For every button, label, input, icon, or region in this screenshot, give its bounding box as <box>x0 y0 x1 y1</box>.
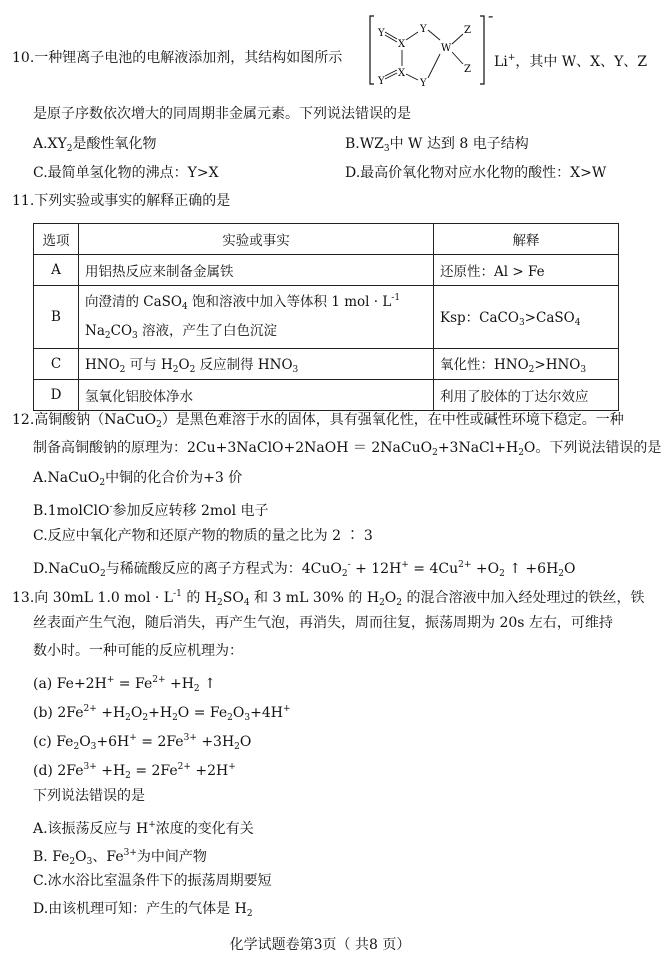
row-c-option: C <box>34 349 79 380</box>
atom-y2: Y <box>420 24 427 35</box>
q12-option-c: C.反应中氧化产物和还原产物的物质的量之比为 2 ∶ 3 <box>33 528 373 544</box>
q10-option-c: C.最简单氢化物的沸点：Y>X <box>33 165 219 181</box>
q10-option-a: $A.XY_2$是酸性氧化物 <box>33 136 157 154</box>
row-a-fact: 用铝热反应来制备金属铁 <box>79 255 434 286</box>
atom-y1: Y <box>378 28 385 39</box>
page-footer: 化学试题卷第3页（ 共8 页） <box>229 937 411 953</box>
q10-option-d: D.最高价氧化物对应水化物的酸性：X>W <box>345 165 607 181</box>
atom-y3: Y <box>378 76 385 87</box>
q10-structure-diagram <box>368 14 486 89</box>
q10-stem-line2: 是原子序数依次增大的同周期非金属元素。下列说法错误的是 <box>33 106 411 122</box>
row-c-fact: $HNO_2$ 可与 $H_2O_2$ 反应制得 $HNO_3$ <box>79 349 434 380</box>
q13-option-d: D.由该机理可知：产生的气体是 $H_2$ <box>33 901 253 919</box>
atom-x2: X <box>398 68 406 79</box>
q13-option-b: B. $Fe_2O_3$、$Fe^{3+}$为中间产物 <box>33 848 207 867</box>
table-row <box>34 255 619 286</box>
q12-option-d: D.NaCuO$_2$与稀硫酸反应的离子方程式为：$4CuO_2^- + 12H^+ = 4Cu^{2+} +O_2$ ↑ $+6H_2O$ <box>33 560 576 579</box>
row-d-explanation: 利用了胶体的丁达尔效应 <box>434 380 619 411</box>
row-b-explanation: Ksp：CaCO$_3$>CaSO$_4$ <box>434 286 619 349</box>
header-option: 选项 <box>34 224 79 255</box>
q13-reaction-d: (d) $2Fe^{3+} +H_2 = 2Fe^{2+} +2H^+$ <box>33 762 236 781</box>
q11-stem: 11.下列实验或事实的解释正确的是 <box>12 193 231 209</box>
q13-ask: 下列说法错误的是 <box>33 788 145 804</box>
q13-option-c: C.冰水浴比室温条件下的振荡周期要短 <box>33 873 272 889</box>
q10-charge: - <box>488 6 494 25</box>
q10-stem-line1: 10.一种锂离子电池的电解液添加剂，其结构如图所示 <box>12 50 343 66</box>
q10-option-b: $B.WZ_3$中 W 达到 8 电子结构 <box>345 136 529 154</box>
q13-option-a: A.该振荡反应与 H+浓度的变化有关 <box>33 820 254 837</box>
row-b-option: B <box>34 286 79 349</box>
q12-option-b: B.1molClO-参加反应转移 2mol 电子 <box>33 502 269 519</box>
table-row <box>34 286 619 349</box>
row-d-fact: 氢氧化铝胶体净水 <box>79 380 434 411</box>
header-explanation: 解释 <box>434 224 619 255</box>
row-a-explanation: 还原性：Al > Fe <box>434 255 619 286</box>
q13-stem-line1: 13.向 30mL 1.0 mol · $L^{-1}$ 的 $H_2SO_4$ 和 3 mL 30% 的 $H_2O_2$ 的混合溶液中加入经处理过的铁丝，铁 <box>12 589 645 608</box>
q13-stem-line3: 数小时。一种可能的反应机理为： <box>33 643 243 659</box>
atom-z2: Z <box>464 64 471 75</box>
row-d-option: D <box>34 380 79 411</box>
q13-reaction-a: (a) $Fe+2H^+ = Fe^{2+} +H_2$ ↑ <box>33 675 216 694</box>
table-row <box>34 349 619 380</box>
q13-reaction-c: (c) $Fe_2O_3+6H^+ = 2Fe^{3+} +3H_2O$ <box>33 733 252 752</box>
q13-reaction-b: (b) $2Fe^{2+} +H_2O_2+H_2O = Fe_2O_3+4H^+$ <box>33 704 291 723</box>
table-header-row <box>34 224 619 255</box>
q11-table <box>33 223 619 411</box>
row-c-explanation: 氧化性：$HNO_2>HNO_3$ <box>434 349 619 380</box>
row-b-fact: 向澄清的 CaSO$_4$ 饱和溶液中加入等体积 1 mol · $L^{-1}$ $Na_2CO_3$ 溶液，产生了白色沉淀 <box>79 286 434 349</box>
q10-stem-line1-b: Li+，其中 W、X、Y、Z <box>494 53 648 70</box>
row-a-option: A <box>34 255 79 286</box>
atom-y4: Y <box>420 78 427 89</box>
q13-stem-line2: 丝表面产生气泡，随后消失，再产生气泡，再消失，周而往复，振荡周期为 20s 左右，可维持 <box>33 615 613 631</box>
atom-w: W <box>441 43 452 54</box>
table-row <box>34 380 619 411</box>
q12-stem-line1: 12.高铜酸钠（NaCuO$_2$）是黑色难溶于水的固体，具有强氧化性，在中性或碱性环境下稳定。一种 <box>12 412 624 430</box>
q12-option-a: A.NaCuO$_2$中铜的化合价为+3 价 <box>33 470 243 488</box>
atom-z1: Z <box>464 25 471 36</box>
header-fact: 实验或事实 <box>79 224 434 255</box>
atom-x1: X <box>398 39 406 50</box>
q12-stem-line2: 制备高铜酸钠的原理为：2Cu+3NaClO+2NaOH ＝ $2NaCuO_2+3NaCl+H_2O$。下列说法错误的是 <box>33 440 661 458</box>
